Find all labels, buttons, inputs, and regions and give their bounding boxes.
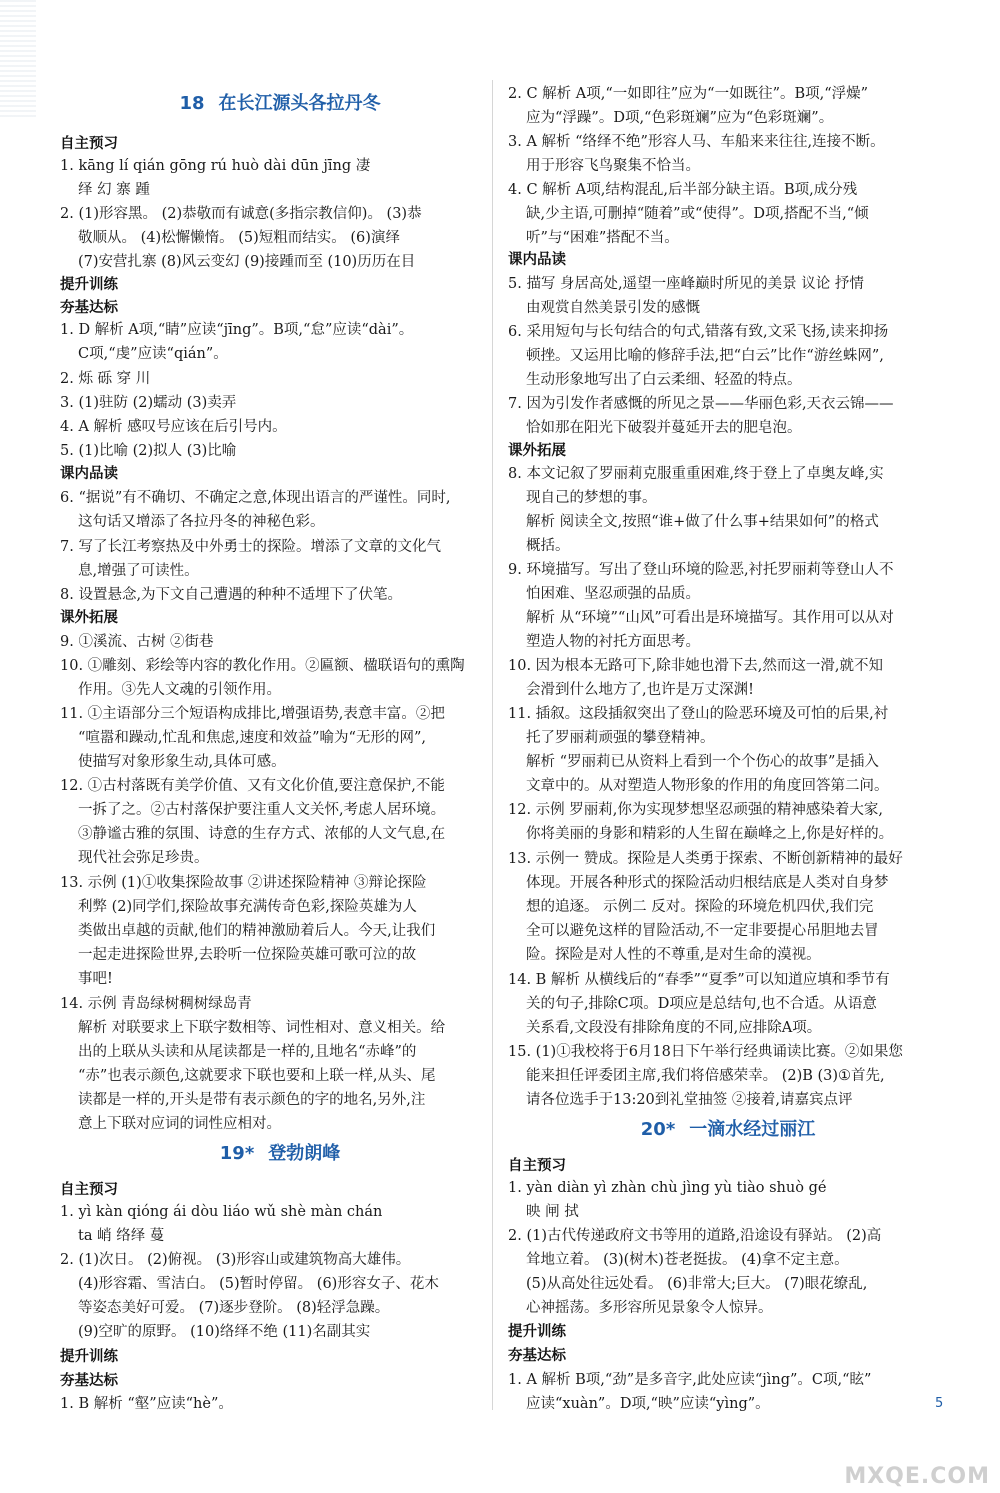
answer-line: 读都是一样的,开头是带有表示颜色的字的地名,另外,注 (78, 1092, 426, 1108)
answer-line: 3. (1)驻防 (2)蠕动 (3)卖弄 (60, 395, 237, 411)
answer-line: 意上下联对应词的词性应相对。 (78, 1116, 281, 1132)
answer-line: 1. A 解析 B项,“劲”是多音字,此处应读“jìng”。C项,“眩” (508, 1372, 872, 1388)
answer-line: 绎 幻 寨 踵 (78, 182, 150, 198)
answer-line: ③静谧古雅的氛围、诗意的生存方式、浓郁的人文气息,在 (78, 826, 446, 842)
section-heading: 课内品读 (60, 466, 118, 482)
lesson-title-text: 登勃朗峰 (268, 1143, 341, 1164)
lesson-title (508, 1116, 948, 1144)
answer-line: 使描写对象形象生动,具体可感。 (78, 754, 286, 770)
answer-line: (5)从高处往远处看。 (6)非常大;巨大。 (7)眼花缭乱, (526, 1276, 868, 1292)
answer-line: 1. kāng lí qián gōng rú huò dài dūn jīng 凄 (60, 158, 371, 174)
answer-line: 险。探险是对人性的不尊重,是对生命的漠视。 (526, 947, 821, 963)
answer-line: 敬顺从。 (4)松懈懒惰。 (5)短粗而结实。 (6)演绎 (78, 230, 400, 246)
section-heading: 自主预习 (508, 1158, 566, 1174)
section-heading: 自主预习 (60, 136, 118, 152)
section-heading: 课外拓展 (60, 610, 118, 626)
answer-line: 类做出卓越的贡献,他们的精神激励着后人。今天,让我们 (78, 923, 436, 939)
answer-line: 1. yì kàn qióng ái dòu liáo wǔ shè màn chán (60, 1204, 383, 1220)
answer-line: 一起走进探险世界,去聆听一位探险英雄可歌可泣的故 (78, 947, 417, 963)
answer-line: 解析 从“环境”“山风”可看出是环境描写。其作用可以从对 (526, 610, 894, 626)
answer-line: 13. 示例 (1)①收集探险故事 ②讲述探险精神 ③辩论探险 (60, 875, 427, 891)
answer-line: (7)安营扎寨 (8)风云变幻 (9)接踵而至 (10)历历在目 (78, 254, 416, 270)
answer-line: 心神摇荡。多形容所见景象令人惊异。 (526, 1300, 773, 1316)
answer-line: 应读“xuàn”。D项,“映”应读“yìng”。 (526, 1396, 770, 1412)
lesson-title (60, 90, 500, 118)
answer-line: 关的句子,排除C项。D项应是总结句,也不合适。从语意 (526, 996, 877, 1012)
answer-line: 2. C 解析 A项,“一如即往”应为“一如既往”。B项,“浮燥” (508, 86, 869, 102)
section-heading: 夯基达标 (60, 1373, 118, 1389)
answer-line: 9. ①溪流、古树 ②街巷 (60, 634, 214, 650)
answer-line: “喧嚣和躁动,忙乱和焦虑,速度和效益”喻为“无形的网”, (78, 730, 426, 746)
answer-line: (9)空旷的原野。 (10)络绎不绝 (11)名副其实 (78, 1324, 371, 1340)
section-heading: 夯基达标 (60, 300, 118, 316)
answer-line: 事吧! (78, 971, 113, 987)
answer-line: 一拆了之。②古村落保护要注重人文关怀,考虑人居环境。 (78, 802, 446, 818)
answer-line: 缺,少主语,可删掉“随着”或“使得”。D项,搭配不当,“倾 (526, 206, 869, 222)
column-divider (492, 80, 493, 1410)
answer-line: 13. 示例一 赞成。探险是人类勇于探索、不断创新精神的最好 (508, 851, 903, 867)
answer-line: 应为“浮躁”。D项,“色彩斑斓”应为“色彩斑斓”。 (526, 110, 834, 126)
answer-line: 2. (1)古代传递政府文书等用的道路,沿途设有驿站。 (2)高 (508, 1228, 882, 1244)
answer-line: 恰如那在阳光下破裂并蔓延开去的肥皂泡。 (526, 420, 802, 436)
answer-line: 10. 因为根本无路可下,除非她也滑下去,然而这一滑,就不知 (508, 658, 883, 674)
lesson-number: 19* (219, 1143, 255, 1164)
answer-line: 6. “据说”有不确切、不确定之意,体现出语言的严谨性。同时, (60, 490, 451, 506)
answer-line: 15. (1)①我校将于6月18日下午举行经典诵读比赛。②如果您 (508, 1044, 903, 1060)
answer-line: 塑造人物的衬托方面思考。 (526, 634, 700, 650)
answer-line: 你将美丽的身影和精彩的人生留在巅峰之上,你是好样的。 (526, 826, 894, 842)
section-heading: 课内品读 (508, 252, 566, 268)
answer-line: 7. 写了长江考察热及中外勇士的探险。增添了文章的文化气 (60, 539, 441, 555)
answer-line: 用于形容飞鸟聚集不恰当。 (526, 158, 700, 174)
answer-line: 听”与“困难”搭配不当。 (526, 230, 679, 246)
answer-line: 出的上联从头读和从尾读都是一样的,且地名“赤峰”的 (78, 1044, 417, 1060)
answer-line: 1. B 解析 “壑”应读“hè”。 (60, 1396, 233, 1412)
lesson-title-text: 一滴水经过丽江 (689, 1119, 816, 1140)
answer-line: 生动形象地写出了白云柔细、轻盈的特点。 (526, 372, 802, 388)
answer-line: C项,“虔”应读“qián”。 (78, 346, 228, 362)
answer-line: 全可以避免这样的冒险活动,不一定非要提心吊胆地去冒 (526, 923, 879, 939)
answer-line: 关系看,文段没有排除角度的不同,应排除A项。 (526, 1020, 822, 1036)
answer-line: 解析 阅读全文,按照“谁+做了什么事+结果如何”的格式 (526, 514, 879, 530)
answer-line: 3. A 解析 “络绎不绝”形容人马、车船来来往往,连接不断。 (508, 134, 885, 150)
answer-line: 请各位选手于13:20到礼堂抽签 ②接着,请嘉宾点评 (526, 1092, 853, 1108)
answer-line: 这句话又增添了各拉丹冬的神秘色彩。 (78, 514, 325, 530)
answer-line: 1. yàn diàn yì zhàn chù jìng yù tiào shuò gé (508, 1180, 827, 1196)
answer-line: 怕困难、坚忍顽强的品质。 (526, 586, 700, 602)
answer-line: 解析 “罗丽莉已从资料上看到一个个伤心的故事”是插入 (526, 754, 879, 770)
lesson-number: 18 (179, 93, 205, 114)
answer-line: 9. 环境描写。写出了登山环境的险恶,衬托罗丽莉等登山人不 (508, 562, 894, 578)
answer-line: 12. ①古村落既有美学价值、又有文化价值,要注意保护,不能 (60, 778, 445, 794)
answer-line: 耸地立着。 (3)(树木)苍老挺拔。 (4)拿不定主意。 (526, 1252, 849, 1268)
answer-line: 6. 采用短句与长句结合的句式,错落有致,文采飞扬,读来抑扬 (508, 324, 889, 340)
answer-line: 现代社会弥足珍贵。 (78, 850, 209, 866)
section-heading: 课外拓展 (508, 443, 566, 459)
answer-line: 5. 描写 身居高处,遥望一座峰巅时所见的美景 议论 抒情 (508, 276, 864, 292)
answer-line: 等姿态美好可爱。 (7)逐步登阶。 (8)轻浮急躁。 (78, 1300, 390, 1316)
lesson-title (60, 1140, 500, 1168)
answer-line: 文章中的。从对塑造人物形象的作用的角度回答第二问。 (526, 778, 889, 794)
answer-line: 4. A 解析 感叹号应该在后引号内。 (60, 419, 287, 435)
answer-line: 2. 烁 砾 穿 川 (60, 371, 151, 387)
answer-line: “赤”也表示颜色,这就要求下联也要和上联一样,从头、尾 (78, 1068, 436, 1084)
answer-line: 5. (1)比喻 (2)拟人 (3)比喻 (60, 443, 237, 459)
answer-line: 14. B 解析 从横线后的“春季”“夏季”可以知道应填和季节有 (508, 972, 890, 988)
answer-line: 作用。③先人文魂的引领作用。 (78, 682, 281, 698)
answer-line: 11. ①主语部分三个短语构成排比,增强语势,表意丰富。②把 (60, 706, 445, 722)
answer-line: 解析 对联要求上下联字数相等、词性相对、意义相关。给 (78, 1020, 446, 1036)
answer-line: 8. 设置悬念,为下文自己遭遇的种种不适埋下了伏笔。 (60, 587, 403, 603)
answer-line: 12. 示例 罗丽莉,你为实现梦想坚忍顽强的精神感染着大家, (508, 802, 883, 818)
section-heading: 自主预习 (60, 1182, 118, 1198)
answer-line: 由观赏自然美景引发的感慨 (526, 300, 700, 316)
answer-line: 托了罗丽莉顽强的攀登精神。 (526, 730, 715, 746)
page-number: 5 (935, 1396, 944, 1411)
corner-decoration (0, 0, 36, 120)
answer-line: 映 闸 拭 (526, 1204, 579, 1220)
section-heading: 提升训练 (60, 277, 118, 293)
answer-line: 概括。 (526, 538, 570, 554)
answer-line: 想的追逐。 示例二 反对。探险的环境危机四伏,我们完 (526, 899, 874, 915)
answer-line: 7. 因为引发作者感慨的所见之景——华丽色彩,天衣云锦—— (508, 396, 894, 412)
answer-line: 能来担任评委团主席,我们将倍感荣幸。 (2)B (3)①首先, (526, 1068, 885, 1084)
answer-line: 10. ①雕刻、彩绘等内容的教化作用。②匾额、楹联语句的熏陶 (60, 658, 465, 674)
answer-line: 1. D 解析 A项,“睛”应读“jīng”。B项,“怠”应读“dài”。 (60, 322, 414, 338)
lesson-number: 20* (640, 1119, 676, 1140)
answer-line: 体现。开展各种形式的探险活动归根结底是人类对自身梦 (526, 875, 889, 891)
answer-line: 会滑到什么地方了,也许是万丈深渊! (526, 682, 754, 698)
section-heading: 提升训练 (508, 1324, 566, 1340)
answer-line: 现自己的梦想的事。 (526, 490, 657, 506)
section-heading: 夯基达标 (508, 1348, 566, 1364)
answer-line: ta 峭 络绎 蔓 (78, 1228, 165, 1244)
answer-line: 息,增强了可读性。 (78, 563, 199, 579)
lesson-title-text: 在长江源头各拉丹冬 (218, 93, 381, 114)
answer-line: 2. (1)次日。 (2)俯视。 (3)形容山或建筑物高大雄伟。 (60, 1252, 411, 1268)
section-heading: 提升训练 (60, 1349, 118, 1365)
answer-line: 8. 本文记叙了罗丽莉克服重重困难,终于登上了卓奥友峰,实 (508, 466, 884, 482)
answer-line: 顿挫。又运用比喻的修辞手法,把“白云”比作“游丝蛛网”, (526, 348, 884, 364)
answer-line: 14. 示例 青岛绿树稠树绿岛青 (60, 996, 252, 1012)
watermark-logo: MXQE.COM (844, 1464, 990, 1489)
answer-line: 4. C 解析 A项,结构混乱,后半部分缺主语。B项,成分残 (508, 182, 858, 198)
answer-line: 利弊 (2)同学们,探险故事充满传奇色彩,探险英雄为人 (78, 899, 417, 915)
answer-line: (4)形容霜、雪洁白。 (5)暂时停留。 (6)形容女子、花木 (78, 1276, 439, 1292)
answer-line: 2. (1)形容黑。 (2)恭敬而有诚意(多指宗教信仰)。 (3)恭 (60, 206, 422, 222)
answer-line: 11. 插叙。这段插叙突出了登山的险恶环境及可怕的后果,衬 (508, 706, 889, 722)
